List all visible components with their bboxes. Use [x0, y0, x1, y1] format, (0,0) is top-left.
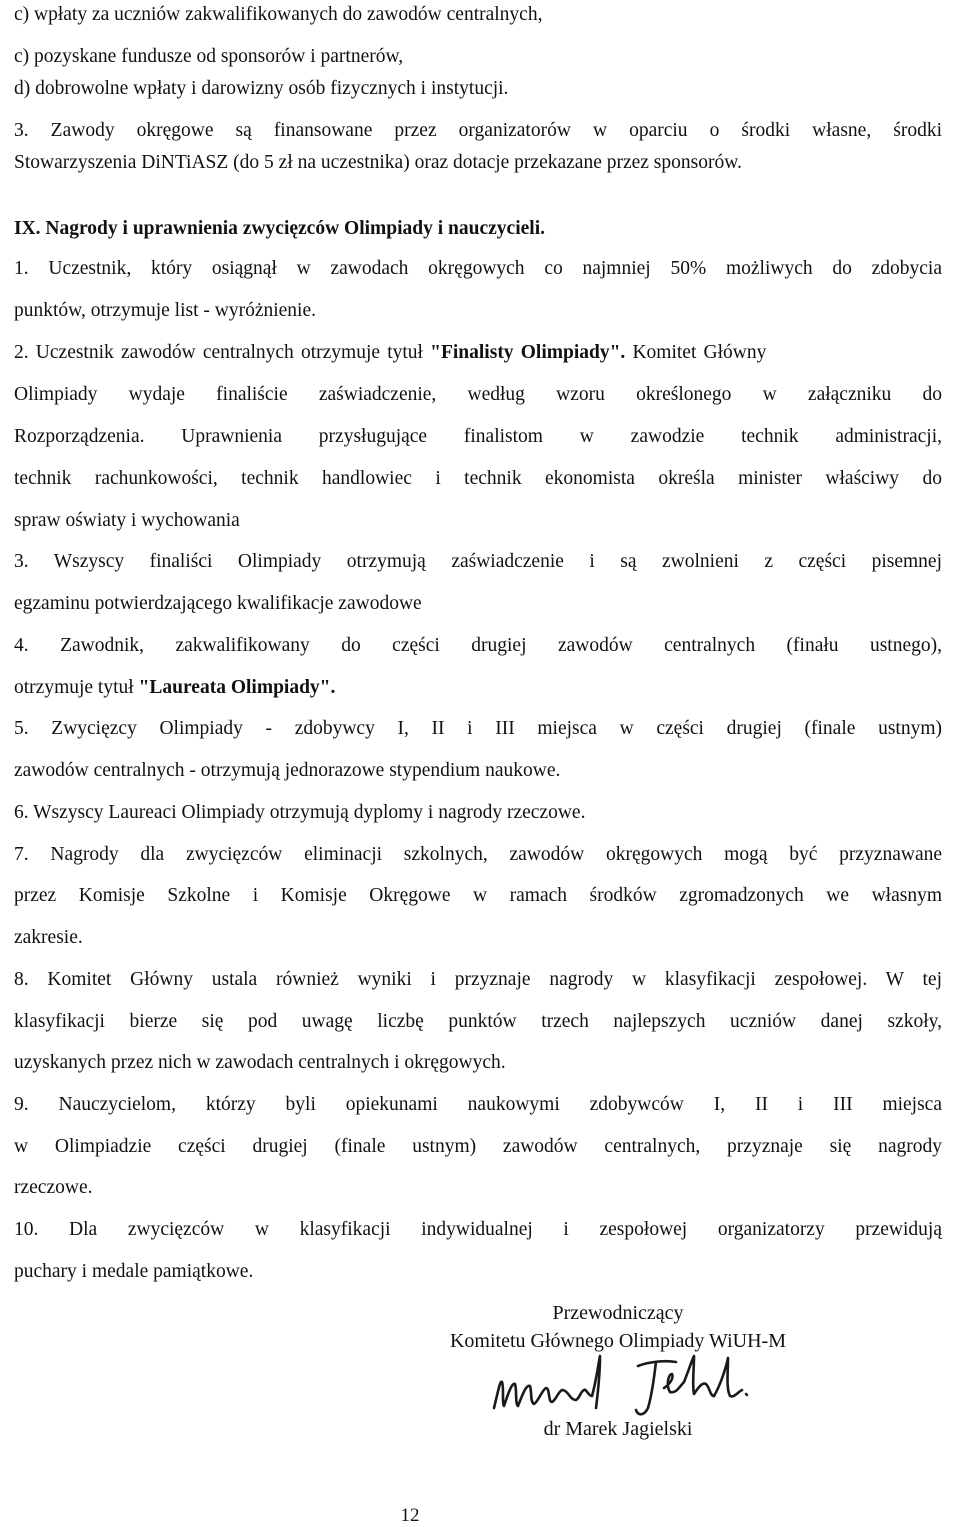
text-line: c) wpłaty za uczniów zakwalifikowanych do zawodów centralnych,: [14, 4, 543, 25]
section-heading: IX. Nagrody i uprawnienia zwycięzców Olimpiady i nauczycieli.: [14, 218, 545, 239]
bold-title: "Finalisty Olimpiady".: [430, 342, 626, 363]
text-line: d) dobrowolne wpłaty i darowizny osób fizycznych i instytucji.: [14, 78, 509, 99]
text-line: punktów, otrzymuje list - wyróżnienie.: [14, 300, 317, 321]
text-line: 8. Komitet Główny ustala również wyniki i przyznaje nagrody w klasyfikacji zespołowej. W tej: [14, 969, 942, 990]
text-line: c) pozyskane fundusze od sponsorów i partnerów,: [14, 46, 404, 67]
text-line: 3. Wszyscy finaliści Olimpiady otrzymują zaświadczenie i są zwolnieni z części pisemnej: [14, 551, 942, 572]
text-line: [14, 340, 942, 366]
text-line: zawodów centralnych - otrzymują jednorazowe stypendium naukowe.: [14, 760, 561, 781]
text-line: 3. Zawody okręgowe są finansowane przez organizatorów w oparciu o środki własne, środki: [14, 120, 942, 141]
text-line: klasyfikacji bierze się pod uwagę liczbę punktów trzech najlepszych uczniów danej szkoły,: [14, 1011, 942, 1032]
signature-role: Przewodniczący: [552, 1302, 684, 1324]
text-line: technik rachunkowości, technik handlowiec i technik ekonomista określa minister właściwy do: [14, 468, 942, 489]
text-span: 2. Uczestnik zawodów centralnych otrzymuje tytuł: [14, 342, 431, 363]
text-line: egzaminu potwierdzającego kwalifikacje zawodowe: [14, 593, 422, 614]
text-line: zakresie.: [14, 927, 83, 948]
page-number: 12: [400, 1505, 420, 1526]
text-line: Olimpiady wydaje finaliście zaświadczenie, według wzoru określonego w załączniku do: [14, 384, 942, 405]
text-line: 9. Nauczycielom, którzy byli opiekunami naukowymi zdobywców I, II i III miejsca: [14, 1094, 942, 1115]
text-line: spraw oświaty i wychowania: [14, 510, 240, 531]
text-line: 1. Uczestnik, który osiągnął w zawodach okręgowych co najmniej 50% możliwych do zdobycia: [14, 258, 942, 279]
text-line: w Olimpiadzie części drugiej (finale ustnym) zawodów centralnych, przyznaje się nagrody: [14, 1136, 942, 1157]
text-line: puchary i medale pamiątkowe.: [14, 1261, 254, 1282]
text-line: Stowarzyszenia DiNTiASZ (do 5 zł na uczestnika) oraz dotacje przekazane przez sponsorów.: [14, 152, 742, 173]
text-line: [14, 675, 942, 701]
text-line: przez Komisje Szkolne i Komisje Okręgowe w ramach środków zgromadzonych we własnym: [14, 885, 942, 906]
text-span: otrzymuje tytuł: [14, 677, 139, 698]
text-line: 10. Dla zwycięzców w klasyfikacji indywidualnej i zespołowej organizatorzy przewidują: [14, 1219, 942, 1240]
text-line: Rozporządzenia. Uprawnienia przysługujące finalistom w zawodzie technik administracji,: [14, 426, 942, 447]
text-line: uzyskanych przez nich w zawodach centralnych i okręgowych.: [14, 1052, 506, 1073]
text-line: 4. Zawodnik, zakwalifikowany do części drugiej zawodów centralnych (finału ustnego),: [14, 635, 942, 656]
handwritten-signature: [488, 1352, 768, 1422]
text-line: 6. Wszyscy Laureaci Olimpiady otrzymują dyplomy i nagrody rzeczowe.: [14, 802, 586, 823]
text-line: 7. Nagrody dla zwycięzców eliminacji szkolnych, zawodów okręgowych mogą być przyznawane: [14, 844, 942, 865]
bold-title: "Laureata Olimpiady".: [138, 677, 336, 698]
text-line: rzeczowe.: [14, 1177, 93, 1198]
text-span: Komitet Główny: [625, 342, 767, 363]
text-line: 5. Zwycięzcy Olimpiady - zdobywcy I, II i III miejsca w części drugiej (finale ustnym): [14, 718, 942, 739]
signature-committee: Komitetu Głównego Olimpiady WiUH-M: [449, 1330, 786, 1352]
signature-name: dr Marek Jagielski: [543, 1418, 693, 1440]
